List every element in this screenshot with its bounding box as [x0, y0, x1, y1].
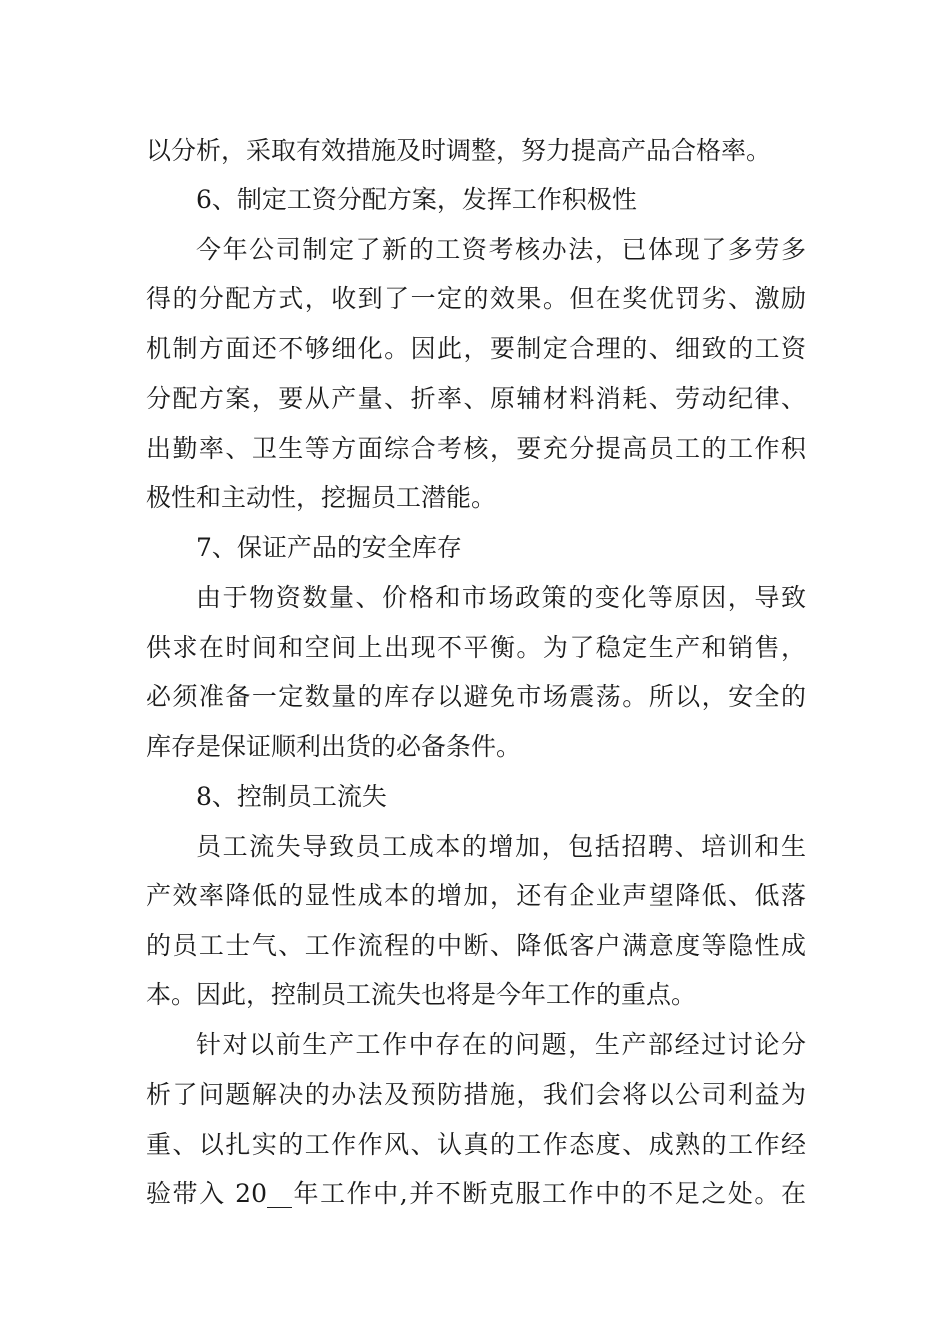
body-text-line: 库存是保证顺利出货的必备条件。 — [146, 732, 522, 761]
body-text-line: 今年公司制定了新的工资考核办法，已体现了多劳多 — [196, 235, 806, 264]
body-text-line: 机制方面还不够细化。因此，要制定合理的、细致的工资 — [146, 334, 806, 363]
section-heading-8: 8、控制员工流失 — [196, 782, 387, 811]
section-heading-6: 6、制定工资分配方案，发挥工作积极性 — [196, 185, 637, 214]
body-text-line: 出勤率、卫生等方面综合考核，要充分提高员工的工作积 — [146, 434, 806, 463]
body-text-line: 本。因此，控制员工流失也将是今年工作的重点。 — [146, 980, 697, 1009]
body-text-line: 验带入 20__年工作中,并不断克服工作中的不足之处。在 — [146, 1179, 806, 1208]
body-text-line: 产效率降低的显性成本的增加，还有企业声望降低、低落 — [146, 881, 806, 910]
body-text-line: 以分析，采取有效措施及时调整，努力提高产品合格率。 — [146, 136, 772, 165]
body-text-line: 供求在时间和空间上出现不平衡。为了稳定生产和销售， — [146, 633, 806, 662]
body-text-line: 重、以扎实的工作作风、认真的工作态度、成熟的工作经 — [146, 1130, 806, 1159]
body-text-line: 分配方案，要从产量、折率、原辅材料消耗、劳动纪律、 — [146, 384, 806, 413]
body-text-line: 得的分配方式，收到了一定的效果。但在奖优罚劣、激励 — [146, 284, 806, 313]
body-text-line: 必须准备一定数量的库存以避免市场震荡。所以，安全的 — [146, 682, 806, 711]
body-text-line: 的员工士气、工作流程的中断、降低客户满意度等隐性成 — [146, 931, 806, 960]
body-text-line: 员工流失导致员工成本的增加，包括招聘、培训和生 — [196, 832, 806, 861]
body-text-line: 由于物资数量、价格和市场政策的变化等原因，导致 — [196, 583, 806, 612]
body-text-line: 极性和主动性，挖掘员工潜能。 — [146, 483, 497, 512]
body-text-line: 针对以前生产工作中存在的问题，生产部经过讨论分 — [196, 1030, 806, 1059]
section-heading-7: 7、保证产品的安全库存 — [196, 533, 462, 562]
body-text-line: 析了问题解决的办法及预防措施，我们会将以公司利益为 — [146, 1080, 806, 1109]
